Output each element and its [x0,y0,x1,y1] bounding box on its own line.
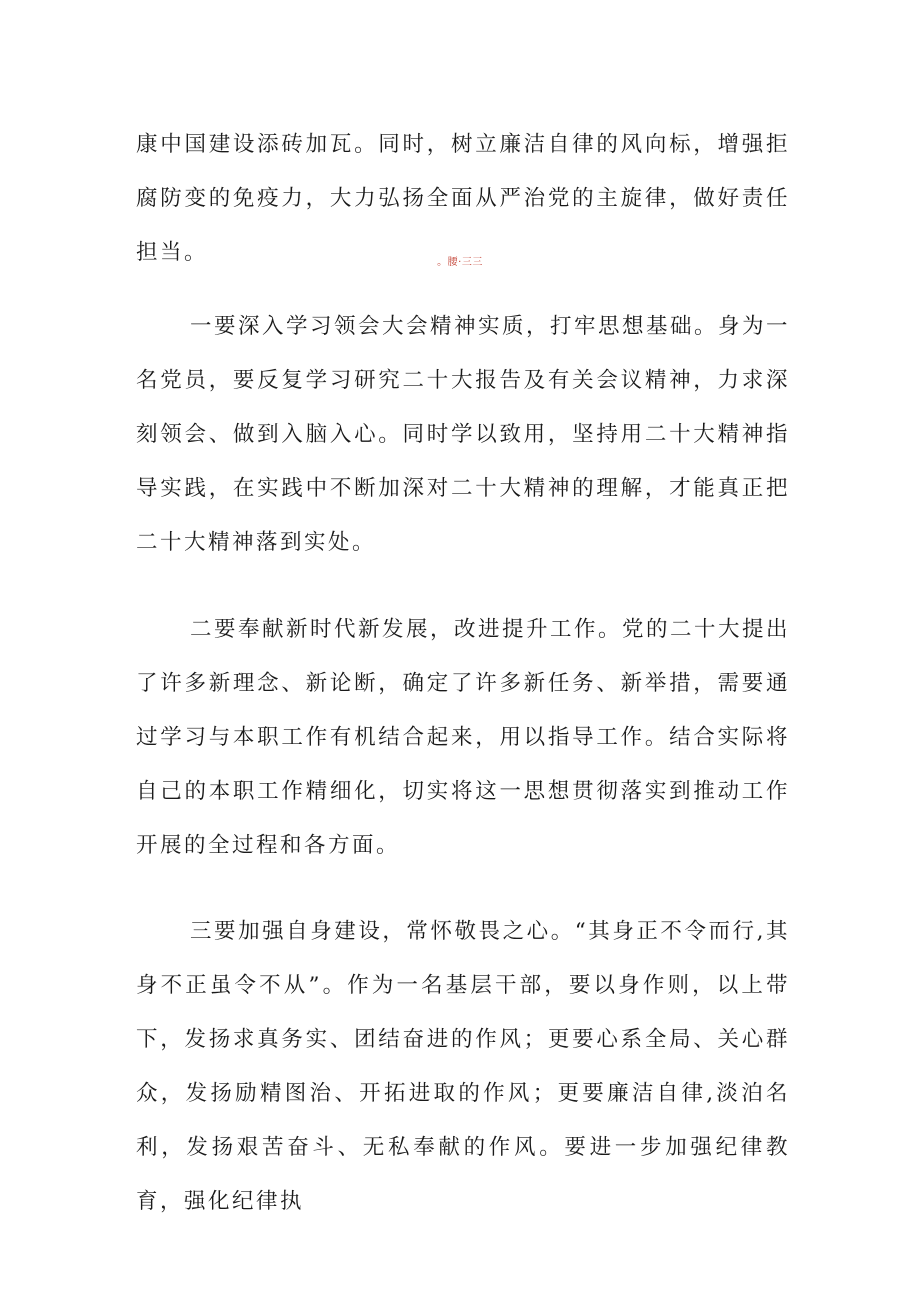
paragraph-first-point: 一要深入学习领会大会精神实质，打牢思想基础。身为一名党员，要反复学习研究二十大报告及有关会议精神，力求深刻领会、做到入脑入心。同时学以致用，坚持用二十大精神指导实践，在实践中不断加深对二十大精神的理解，才能真正把二十大精神落到实处。 [136,314,791,555]
paragraph-continuation: 康中国建设添砖加瓦。同时，树立廉洁自律的风向标，增强拒腐防变的免疫力，大力弘扬全面从严治党的主旋律，做好责任担当。 [136,132,790,265]
section-divider-mark: 。腰·三三 [437,257,483,268]
paragraph-second-point: 二要奉献新时代新发展，改进提升工作。党的二十大提出了许多新理念、新论断，确定了许多新任务、新举措，需要通过学习与本职工作有机结合起来，用以指导工作。结合实际将自己的本职工作精细化，切实将这一思想贯彻落实到推动工作开展的全过程和各方面。 [136,617,791,858]
paragraph-third-point: 三要加强自身建设，常怀敬畏之心。“其身正不令而行,其身不正虽令不从”。作为一名基层干部，要以身作则，以上带下，发扬求真务实、团结奋进的作风；更要心系全局、关心群众，发扬励精图治、开拓进取的作风；更要廉洁自律,淡泊名利，发扬艰苦奋斗、无私奉献的作风。要进一步加强纪律教育，强化纪律执 [136,919,790,1214]
